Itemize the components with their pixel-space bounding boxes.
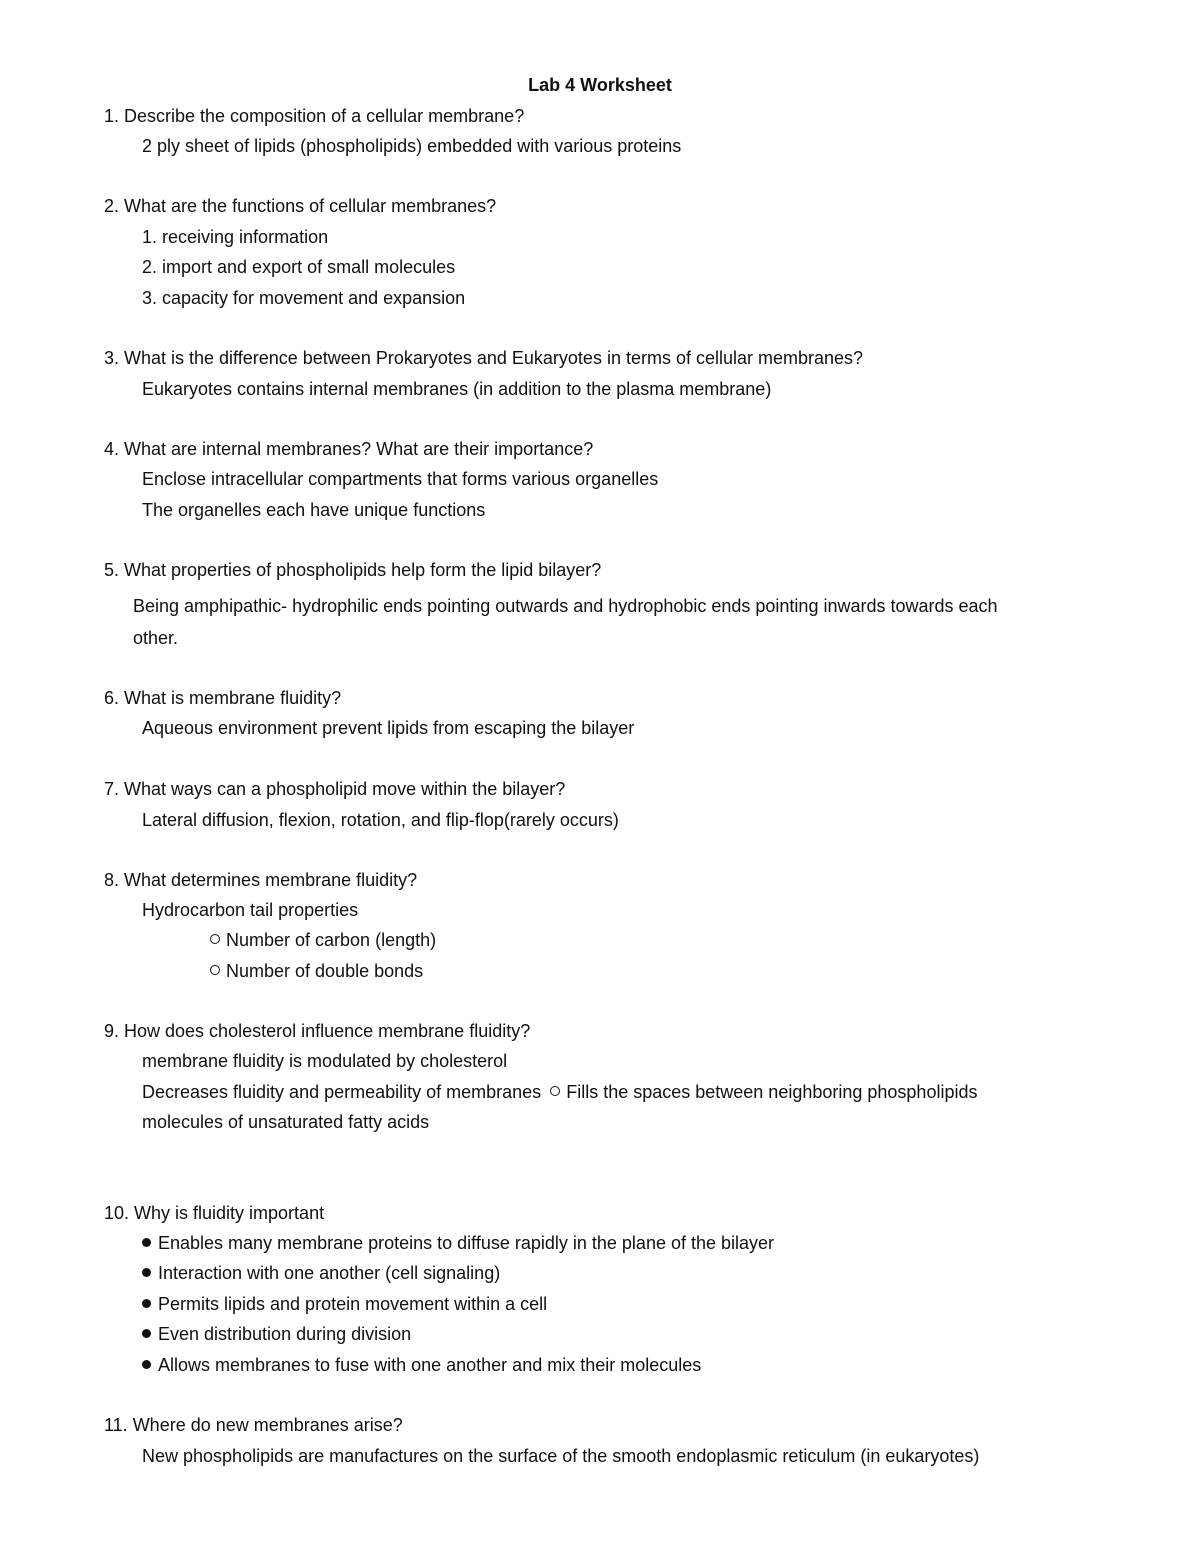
question-4: 4. What are internal membranes? What are their importance?	[104, 439, 594, 459]
bullet-item	[142, 1293, 547, 1315]
question-11: 11. Where do new membranes arise?	[104, 1415, 403, 1435]
answer-9-text: Decreases fluidity and permeability of membranes	[142, 1082, 542, 1102]
question-9: 9. How does cholesterol influence membrane fluidity?	[104, 1021, 531, 1041]
bullet-item	[142, 1323, 411, 1345]
answer-9-line2	[142, 1081, 977, 1103]
answer-9-text: Fills the spaces between neighboring phospholipids	[566, 1082, 978, 1102]
bullet-dot-icon	[142, 1360, 151, 1369]
question-10: 10. Why is fluidity important	[104, 1203, 325, 1223]
answer-8-subitem	[210, 929, 436, 951]
bullet-item	[142, 1262, 500, 1284]
answer-1: 2 ply sheet of lipids (phospholipids) embedded with various proteins	[142, 136, 682, 156]
bullet-dot-icon	[142, 1238, 151, 1247]
question-7: 7. What ways can a phospholipid move within the bilayer?	[104, 779, 566, 799]
answer-5-line2: other.	[133, 628, 179, 648]
answer-8: Hydrocarbon tail properties	[142, 900, 359, 920]
subitem-text: Number of carbon (length)	[226, 930, 437, 950]
answer-9-line1: membrane fluidity is modulated by cholesterol	[142, 1051, 508, 1071]
question-1: 1. Describe the composition of a cellular membrane?	[104, 106, 525, 126]
bullet-item	[142, 1354, 701, 1376]
bullet-item	[142, 1232, 774, 1254]
bullet-dot-icon	[142, 1268, 151, 1277]
question-2: 2. What are the functions of cellular membranes?	[104, 196, 497, 216]
answer-8-subitem	[210, 960, 423, 982]
answer-6: Aqueous environment prevent lipids from escaping the bilayer	[142, 718, 635, 738]
bullet-text: Even distribution during division	[158, 1324, 412, 1344]
question-6: 6. What is membrane fluidity?	[104, 688, 342, 708]
answer-7: Lateral diffusion, flexion, rotation, and flip-flop(rarely occurs)	[142, 810, 619, 830]
bullet-text: Permits lipids and protein movement within a cell	[158, 1294, 548, 1314]
answer-5-line1: Being amphipathic- hydrophilic ends pointing outwards and hydrophobic ends pointing inwards towards each	[133, 596, 998, 616]
answer-2-item: 2. import and export of small molecules	[142, 257, 456, 277]
bullet-text: Allows membranes to fuse with one another and mix their molecules	[158, 1355, 702, 1375]
question-8: 8. What determines membrane fluidity?	[104, 870, 418, 890]
question-5: 5. What properties of phospholipids help form the lipid bilayer?	[104, 560, 602, 580]
bullet-dot-icon	[142, 1329, 151, 1338]
answer-3: Eukaryotes contains internal membranes (in addition to the plasma membrane)	[142, 379, 772, 399]
hollow-circle-bullet-icon	[550, 1086, 560, 1096]
bullet-dot-icon	[142, 1299, 151, 1308]
hollow-circle-bullet-icon	[210, 934, 220, 944]
bullet-text: Interaction with one another (cell signaling)	[158, 1263, 501, 1283]
answer-4-line: The organelles each have unique functions	[142, 500, 486, 520]
answer-11: New phospholipids are manufactures on the surface of the smooth endoplasmic reticulum (in eukaryotes)	[142, 1446, 980, 1466]
hollow-circle-bullet-icon	[210, 965, 220, 975]
answer-2-item: 1. receiving information	[142, 227, 329, 247]
answer-4-line: Enclose intracellular compartments that forms various organelles	[142, 469, 659, 489]
answer-9-line3: molecules of unsaturated fatty acids	[142, 1112, 430, 1132]
question-3: 3. What is the difference between Prokaryotes and Eukaryotes in terms of cellular membranes?	[104, 348, 864, 368]
answer-2-item: 3. capacity for movement and expansion	[142, 288, 466, 308]
subitem-text: Number of double bonds	[226, 961, 424, 981]
bullet-text: Enables many membrane proteins to diffuse rapidly in the plane of the bilayer	[158, 1233, 775, 1253]
page-title: Lab 4 Worksheet	[528, 75, 672, 95]
